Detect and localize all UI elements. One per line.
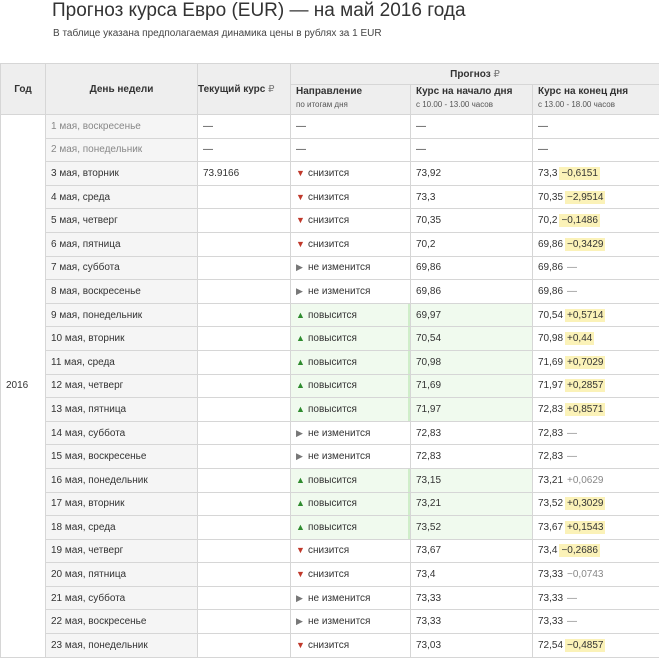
col-start-header: Курс на начало дня с 10.00 - 13.00 часов: [411, 85, 533, 115]
start-rate-cell: 71,69: [411, 374, 533, 398]
table-row: [1, 280, 659, 304]
day-cell: 9 мая, понедельник: [46, 303, 198, 327]
direction-cell: [291, 232, 411, 256]
table-row: [1, 610, 659, 634]
direction-label: не изменится: [308, 616, 371, 628]
direction-label: снизится: [308, 545, 350, 557]
end-rate-value: —: [538, 144, 548, 156]
current-rate-cell: [198, 586, 291, 610]
table-row: [1, 138, 659, 162]
table-header: [1, 64, 659, 115]
day-cell: 21 мая, суббота: [46, 586, 198, 610]
direction-cell: [291, 398, 411, 422]
arrow-flat-icon: ▶: [296, 451, 303, 462]
change-badge: +0,44: [567, 333, 593, 345]
start-rate-cell: 70,54: [411, 327, 533, 351]
year-cell: 2016: [1, 115, 46, 658]
change-badge: −0,1486: [561, 215, 598, 227]
direction-label: повысится: [308, 521, 357, 533]
current-rate-cell: —: [198, 115, 291, 139]
arrow-up-icon: ▲: [296, 356, 305, 367]
end-rate-value: 72,83: [538, 427, 564, 439]
end-rate-cell: [533, 209, 659, 233]
day-cell: 16 мая, понедельник: [46, 468, 198, 492]
change-badge: −0,2686: [561, 545, 598, 557]
day-cell: 20 мая, пятница: [46, 563, 198, 587]
direction-label: повысится: [308, 498, 357, 510]
table-row: [1, 185, 659, 209]
start-rate-cell: 70,2: [411, 232, 533, 256]
direction-label: снизится: [308, 215, 350, 227]
end-rate-cell: [533, 138, 659, 162]
arrow-down-icon: ▼: [296, 639, 305, 650]
direction-cell: [291, 563, 411, 587]
current-rate-cell: [198, 445, 291, 469]
start-rate-cell: 73,67: [411, 539, 533, 563]
day-cell: 19 мая, четверг: [46, 539, 198, 563]
current-rate-cell: [198, 468, 291, 492]
arrow-down-icon: ▼: [296, 238, 305, 249]
table-row: [1, 209, 659, 233]
change-badge: −0,4857: [567, 639, 604, 651]
change-badge: +0,3029: [567, 498, 604, 510]
day-cell: 5 мая, четверг: [46, 209, 198, 233]
start-rate-cell: 72,83: [411, 445, 533, 469]
direction-cell: [291, 256, 411, 280]
current-rate-cell: —: [198, 138, 291, 162]
end-rate-value: 73,52: [538, 498, 564, 510]
end-rate-value: 70,54: [538, 309, 564, 321]
direction-label: снизится: [308, 167, 350, 179]
change-badge: +0,2857: [567, 380, 604, 392]
start-rate-cell: 73,4: [411, 563, 533, 587]
current-rate-cell: [198, 610, 291, 634]
direction-cell: [291, 634, 411, 658]
arrow-up-icon: ▲: [296, 403, 305, 414]
change-badge: —: [567, 285, 578, 297]
day-cell: 7 мая, суббота: [46, 256, 198, 280]
table-row: [1, 232, 659, 256]
arrow-flat-icon: ▶: [296, 427, 303, 438]
arrow-up-icon: ▲: [296, 498, 305, 509]
direction-cell: [291, 209, 411, 233]
direction-label: повысится: [308, 403, 357, 415]
start-rate-cell: 71,97: [411, 398, 533, 422]
table-row: [1, 398, 659, 422]
current-rate-cell: [198, 185, 291, 209]
current-rate-cell: [198, 350, 291, 374]
current-rate-cell: [198, 232, 291, 256]
current-rate-cell: [198, 492, 291, 516]
end-rate-value: 73,21: [538, 474, 564, 486]
end-rate-cell: [533, 256, 659, 280]
table-row: [1, 350, 659, 374]
arrow-down-icon: ▼: [296, 191, 305, 202]
start-rate-cell: 73,3: [411, 185, 533, 209]
arrow-down-icon: ▼: [296, 167, 305, 178]
start-rate-cell: 73,03: [411, 634, 533, 658]
end-rate-value: 70,35: [538, 191, 564, 203]
end-rate-value: 73,67: [538, 521, 564, 533]
change-badge: +0,5714: [567, 309, 604, 321]
arrow-down-icon: ▼: [296, 215, 305, 226]
end-rate-cell: [533, 634, 659, 658]
end-rate-cell: [533, 232, 659, 256]
table-row: [1, 256, 659, 280]
direction-label: повысится: [308, 356, 357, 368]
end-rate-value: 73,33: [538, 616, 564, 628]
direction-label: повысится: [308, 380, 357, 392]
page-title: Прогноз курса Евро (EUR) — на май 2016 года: [52, 0, 466, 21]
col-year-header: Год: [1, 64, 46, 115]
direction-cell: [291, 445, 411, 469]
arrow-up-icon: ▲: [296, 521, 305, 532]
day-cell: 12 мая, четверг: [46, 374, 198, 398]
change-badge: +0,0629: [567, 474, 604, 486]
end-rate-cell: [533, 185, 659, 209]
start-rate-cell: 69,86: [411, 256, 533, 280]
day-cell: 8 мая, воскресенье: [46, 280, 198, 304]
arrow-flat-icon: ▶: [296, 616, 303, 627]
current-rate-cell: [198, 209, 291, 233]
end-rate-value: 73,4: [538, 545, 558, 557]
direction-label: снизится: [308, 238, 350, 250]
arrow-up-icon: ▲: [296, 380, 305, 391]
end-rate-value: 72,54: [538, 639, 564, 651]
arrow-flat-icon: ▶: [296, 262, 303, 273]
end-rate-value: 70,98: [538, 333, 564, 345]
change-badge: —: [567, 262, 578, 274]
direction-label: повысится: [308, 474, 357, 486]
start-rate-cell: 73,33: [411, 586, 533, 610]
current-rate-cell: [198, 539, 291, 563]
direction-cell: [291, 492, 411, 516]
start-rate-cell: 73,21: [411, 492, 533, 516]
direction-label: —: [296, 144, 306, 156]
end-rate-value: 71,97: [538, 380, 564, 392]
currency-sign: ₽: [493, 68, 500, 80]
change-badge: +0,1543: [567, 521, 604, 533]
table-body: [1, 115, 659, 658]
direction-label: не изменится: [308, 592, 371, 604]
change-badge: −0,0743: [567, 569, 604, 581]
end-rate-cell: [533, 303, 659, 327]
change-badge: —: [567, 616, 578, 628]
direction-cell: [291, 350, 411, 374]
arrow-down-icon: ▼: [296, 569, 305, 580]
end-rate-value: 73,33: [538, 592, 564, 604]
arrow-flat-icon: ▶: [296, 592, 303, 603]
direction-cell: [291, 185, 411, 209]
end-rate-value: 71,69: [538, 356, 564, 368]
direction-cell: [291, 162, 411, 186]
table-row: [1, 303, 659, 327]
table-row: [1, 586, 659, 610]
direction-label: повысится: [308, 309, 357, 321]
end-rate-cell: [533, 421, 659, 445]
col-current-header: Текущий курс ₽: [198, 64, 291, 115]
end-rate-cell: [533, 327, 659, 351]
table-row: [1, 539, 659, 563]
col-day-header: День недели: [46, 64, 198, 115]
day-cell: 11 мая, среда: [46, 350, 198, 374]
day-cell: 10 мая, вторник: [46, 327, 198, 351]
direction-label: не изменится: [308, 427, 371, 439]
forecast-table: [0, 63, 659, 658]
day-cell: 13 мая, пятница: [46, 398, 198, 422]
end-rate-value: 73,33: [538, 569, 564, 581]
direction-label: не изменится: [308, 262, 371, 274]
direction-label: не изменится: [308, 285, 371, 297]
currency-sign: ₽: [268, 83, 275, 95]
day-cell: 3 мая, вторник: [46, 162, 198, 186]
direction-cell: [291, 115, 411, 139]
end-rate-cell: [533, 563, 659, 587]
day-cell: 23 мая, понедельник: [46, 634, 198, 658]
end-rate-value: 73,3: [538, 167, 558, 179]
end-rate-cell: [533, 280, 659, 304]
direction-label: снизится: [308, 639, 350, 651]
day-cell: 4 мая, среда: [46, 185, 198, 209]
change-badge: —: [567, 592, 578, 604]
arrow-down-icon: ▼: [296, 545, 305, 556]
direction-cell: [291, 421, 411, 445]
current-rate-cell: [198, 563, 291, 587]
direction-cell: [291, 280, 411, 304]
end-rate-value: 72,83: [538, 451, 564, 463]
arrow-up-icon: ▲: [296, 474, 305, 485]
direction-cell: [291, 138, 411, 162]
end-rate-value: 70,2: [538, 215, 558, 227]
change-badge: −0,3429: [567, 238, 604, 250]
end-rate-cell: [533, 162, 659, 186]
current-rate-cell: [198, 327, 291, 351]
end-rate-value: 72,83: [538, 403, 564, 415]
forecast-group-header: Прогноз ₽: [291, 64, 659, 85]
table-row: [1, 374, 659, 398]
col-end-header: Курс на конец дня с 13.00 - 18.00 часов: [533, 85, 659, 115]
page-subtitle: В таблице указана предполагаемая динамика цены в рублях за 1 EUR: [53, 28, 382, 39]
current-rate-cell: [198, 256, 291, 280]
direction-cell: [291, 303, 411, 327]
change-badge: +0,8571: [567, 403, 604, 415]
direction-label: повысится: [308, 333, 357, 345]
table-row: [1, 634, 659, 658]
day-cell: 17 мая, вторник: [46, 492, 198, 516]
direction-label: —: [296, 120, 306, 132]
arrow-flat-icon: ▶: [296, 285, 303, 296]
end-rate-cell: [533, 398, 659, 422]
end-rate-cell: [533, 516, 659, 540]
current-rate-cell: [198, 421, 291, 445]
current-rate-cell: [198, 374, 291, 398]
table-row: [1, 516, 659, 540]
start-rate-cell: 72,83: [411, 421, 533, 445]
arrow-up-icon: ▲: [296, 309, 305, 320]
day-cell: 1 мая, воскресенье: [46, 115, 198, 139]
start-rate-cell: —: [411, 115, 533, 139]
start-rate-cell: 73,92: [411, 162, 533, 186]
arrow-up-icon: ▲: [296, 333, 305, 344]
start-rate-cell: 73,15: [411, 468, 533, 492]
start-rate-cell: 70,35: [411, 209, 533, 233]
current-rate-cell: [198, 303, 291, 327]
change-badge: —: [567, 451, 578, 463]
table-row: [1, 445, 659, 469]
direction-cell: [291, 586, 411, 610]
end-rate-value: 69,86: [538, 238, 564, 250]
direction-cell: [291, 468, 411, 492]
table-row: [1, 492, 659, 516]
day-cell: 15 мая, воскресенье: [46, 445, 198, 469]
direction-cell: [291, 516, 411, 540]
current-rate-cell: [198, 516, 291, 540]
end-rate-cell: [533, 610, 659, 634]
direction-label: не изменится: [308, 451, 371, 463]
direction-cell: [291, 327, 411, 351]
table-row: [1, 468, 659, 492]
end-rate-cell: [533, 492, 659, 516]
day-cell: 18 мая, среда: [46, 516, 198, 540]
end-rate-cell: [533, 539, 659, 563]
direction-cell: [291, 610, 411, 634]
table-row: [1, 115, 659, 139]
end-rate-cell: [533, 445, 659, 469]
change-badge: −0,6151: [561, 167, 598, 179]
table-row: [1, 162, 659, 186]
current-rate-cell: [198, 280, 291, 304]
current-rate-cell: [198, 634, 291, 658]
end-rate-cell: [533, 374, 659, 398]
direction-label: снизится: [308, 191, 350, 203]
end-rate-value: 69,86: [538, 285, 564, 297]
direction-cell: [291, 374, 411, 398]
day-cell: 2 мая, понедельник: [46, 138, 198, 162]
start-rate-cell: 69,97: [411, 303, 533, 327]
start-rate-cell: 73,33: [411, 610, 533, 634]
end-rate-cell: [533, 115, 659, 139]
table-row: [1, 327, 659, 351]
end-rate-cell: [533, 586, 659, 610]
col-direction-header: Направление по итогам дня: [291, 85, 411, 115]
change-badge: +0,7029: [567, 356, 604, 368]
change-badge: —: [567, 427, 578, 439]
start-rate-cell: 69,86: [411, 280, 533, 304]
start-rate-cell: 73,52: [411, 516, 533, 540]
end-rate-cell: [533, 468, 659, 492]
day-cell: 6 мая, пятница: [46, 232, 198, 256]
current-rate-cell: [198, 398, 291, 422]
direction-label: снизится: [308, 569, 350, 581]
start-rate-cell: —: [411, 138, 533, 162]
table-row: [1, 421, 659, 445]
current-rate-cell: 73.9166: [198, 162, 291, 186]
end-rate-value: 69,86: [538, 262, 564, 274]
day-cell: 14 мая, суббота: [46, 421, 198, 445]
table-row: [1, 563, 659, 587]
end-rate-cell: [533, 350, 659, 374]
change-badge: −2,9514: [567, 191, 604, 203]
start-rate-cell: 70,98: [411, 350, 533, 374]
direction-cell: [291, 539, 411, 563]
end-rate-value: —: [538, 120, 548, 132]
day-cell: 22 мая, воскресенье: [46, 610, 198, 634]
